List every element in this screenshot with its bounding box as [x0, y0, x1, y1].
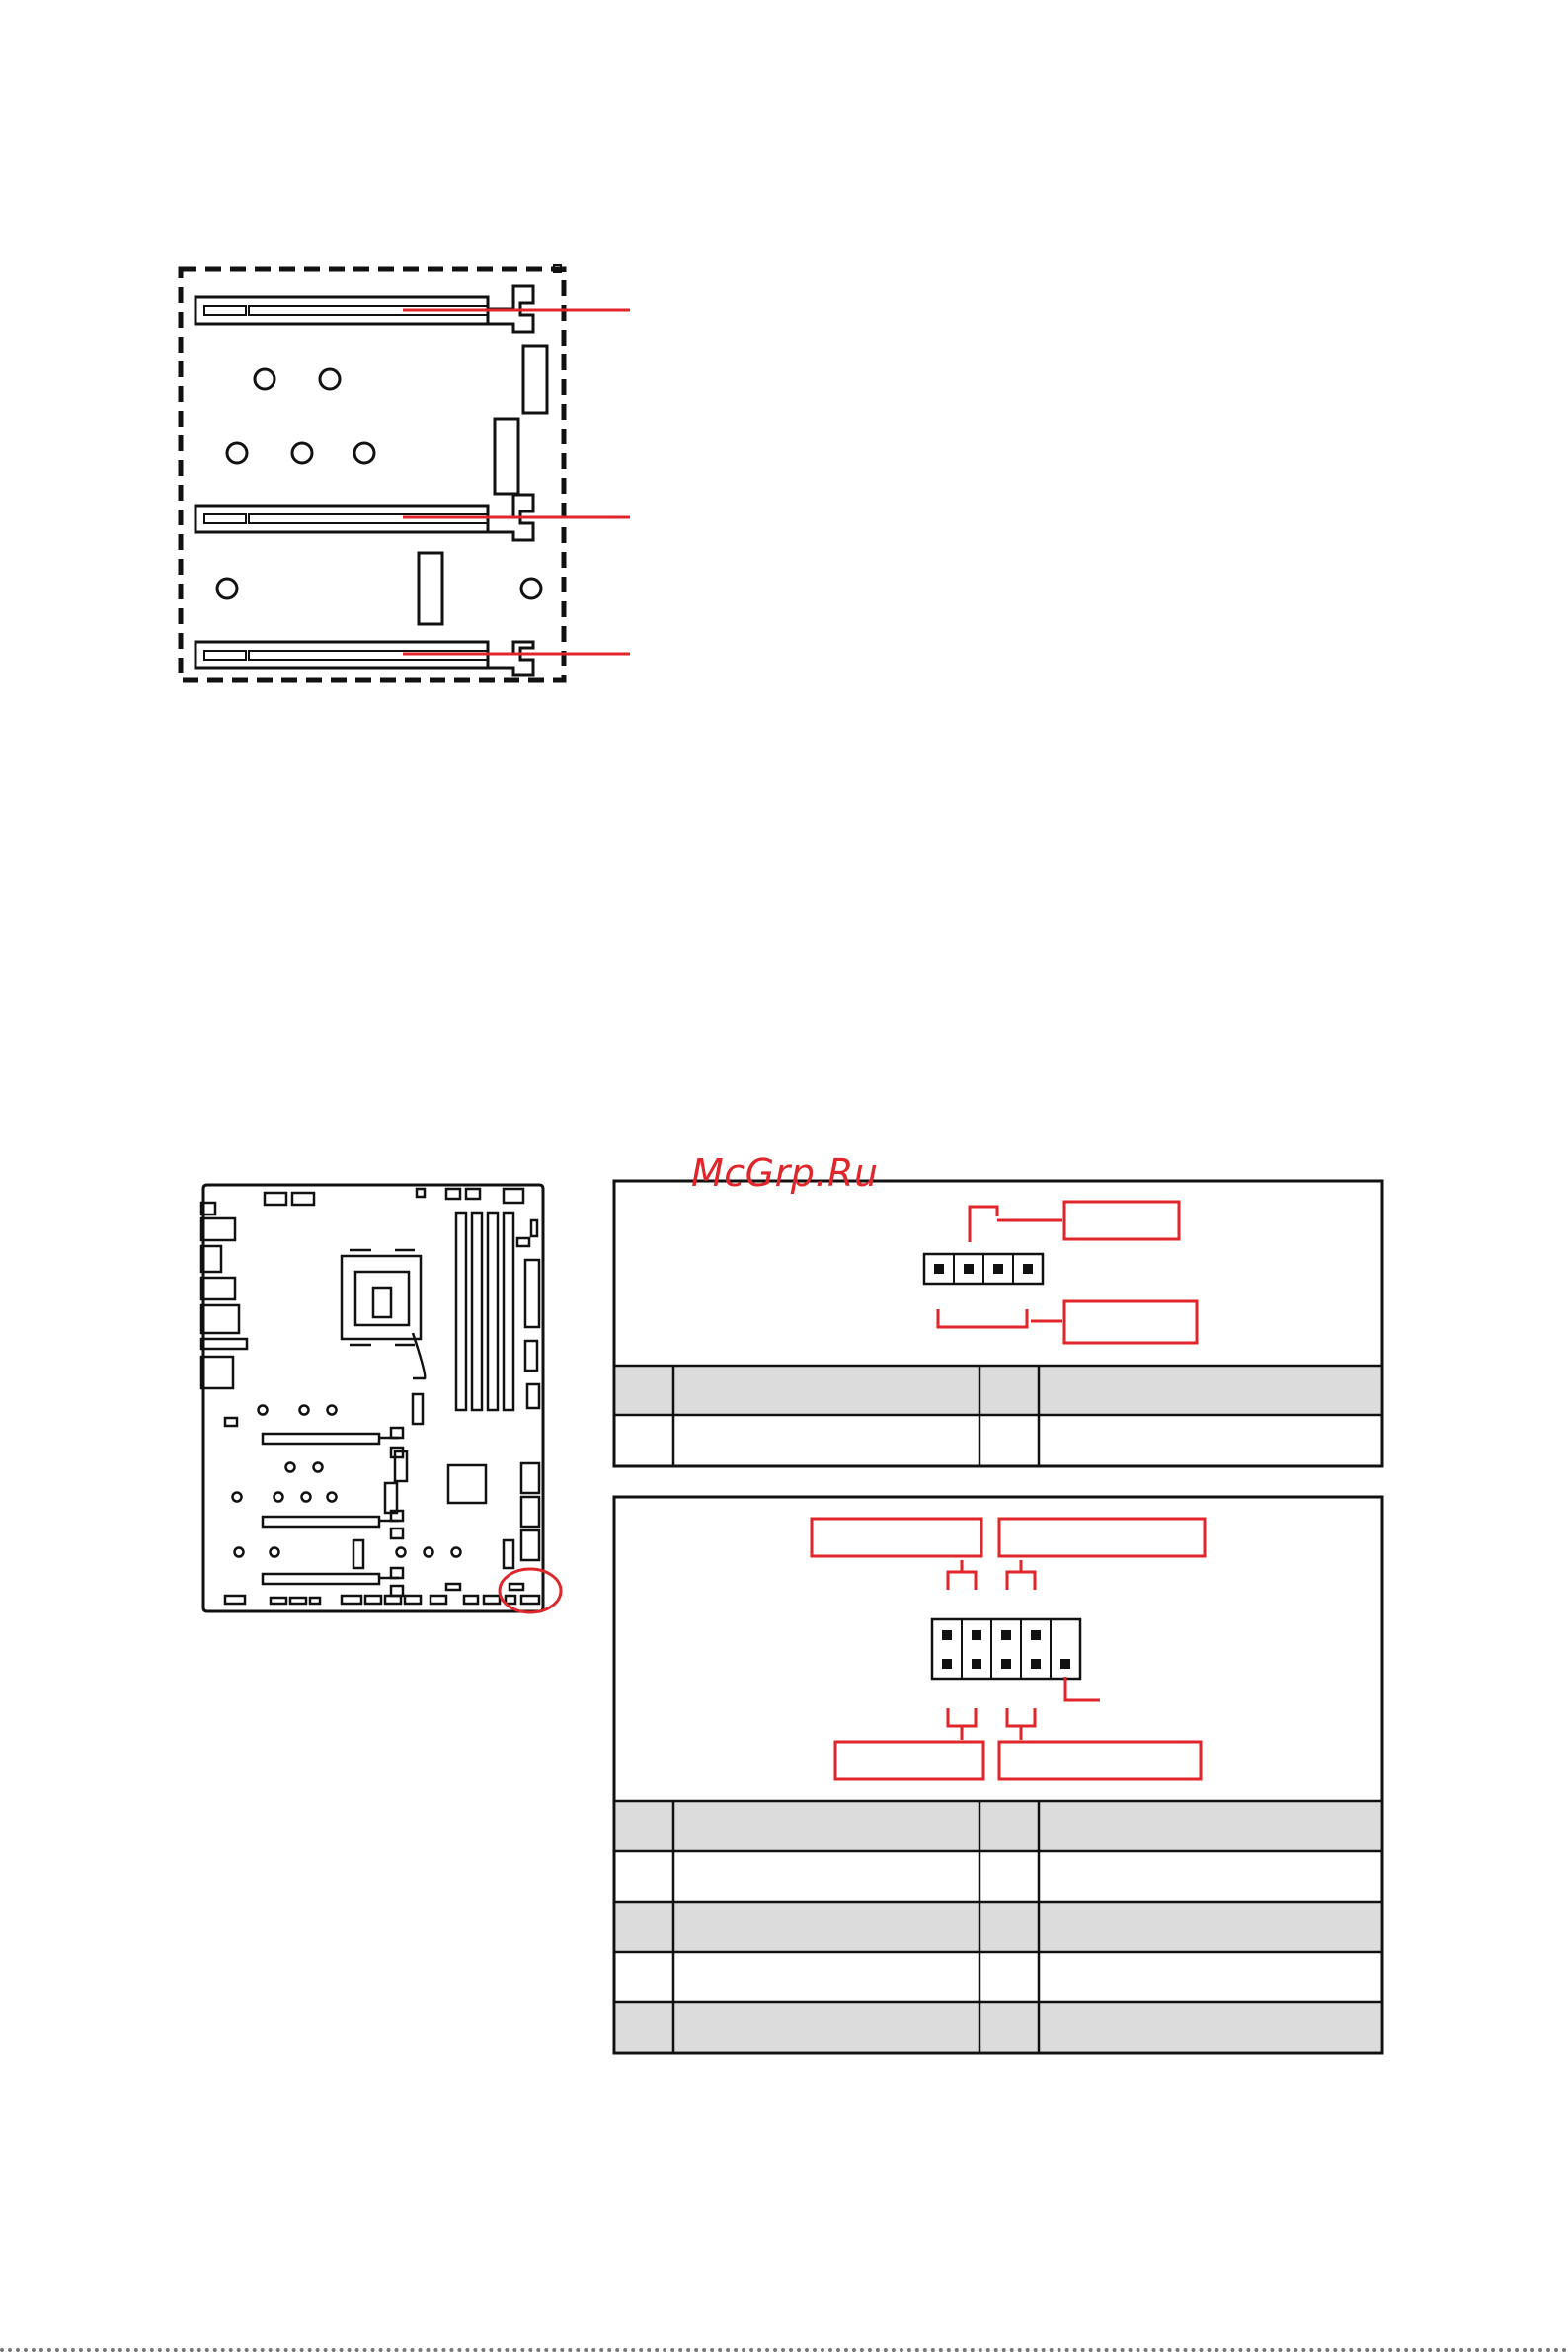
- page-footer-rule: [0, 2348, 1568, 2352]
- callout-box-bottom-right: [999, 1742, 1201, 1779]
- pin-header-9: [932, 1619, 1080, 1679]
- callout-box-bottom-left: [835, 1742, 983, 1779]
- watermark-text: McGrp.Ru: [691, 1151, 879, 1195]
- pinout-table-9pin: [614, 1801, 1382, 2053]
- callout-box-top-right: [999, 1519, 1205, 1556]
- callout-box-top-left: [812, 1519, 981, 1556]
